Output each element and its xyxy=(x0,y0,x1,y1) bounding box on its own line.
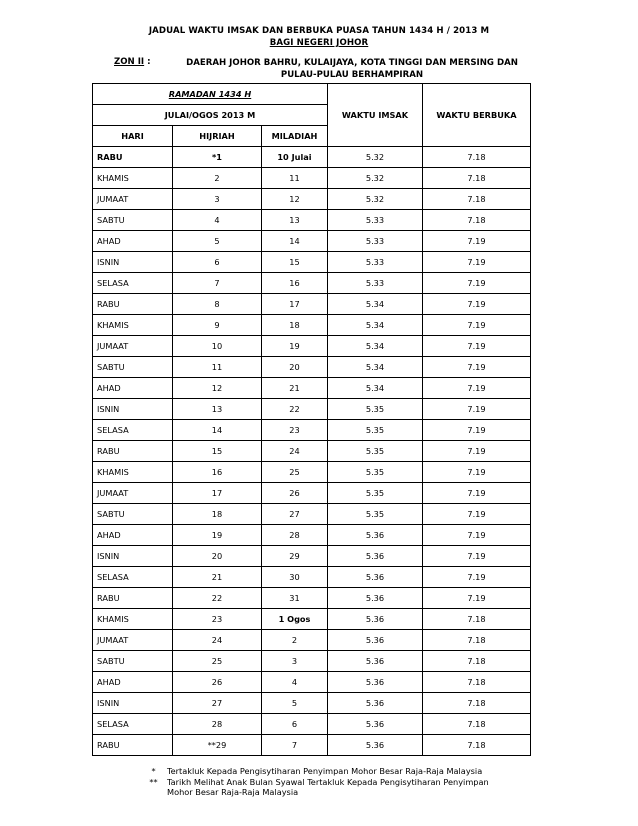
cell-hijriah: *1 xyxy=(173,147,262,168)
cell-hari: SABTU xyxy=(93,357,173,378)
cell-berbuka: 7.18 xyxy=(423,189,531,210)
cell-miladiah: 22 xyxy=(262,399,328,420)
table-row xyxy=(93,693,531,714)
cell-berbuka: 7.19 xyxy=(423,567,531,588)
cell-hari: JUMAAT xyxy=(93,336,173,357)
table-row xyxy=(93,483,531,504)
cell-miladiah: 30 xyxy=(262,567,328,588)
cell-miladiah: 11 xyxy=(262,168,328,189)
cell-hari: SELASA xyxy=(93,420,173,441)
cell-hijriah: 13 xyxy=(173,399,262,420)
table-row xyxy=(93,714,531,735)
cell-berbuka: 7.19 xyxy=(423,273,531,294)
cell-miladiah: 12 xyxy=(262,189,328,210)
cell-hari: SELASA xyxy=(93,567,173,588)
cell-imsak: 5.35 xyxy=(328,504,423,525)
cell-imsak: 5.35 xyxy=(328,462,423,483)
cell-hari: RABU xyxy=(93,735,173,756)
table-row xyxy=(93,378,531,399)
cell-imsak: 5.35 xyxy=(328,441,423,462)
cell-berbuka: 7.19 xyxy=(423,462,531,483)
cell-imsak: 5.34 xyxy=(328,294,423,315)
cell-berbuka: 7.18 xyxy=(423,672,531,693)
cell-imsak: 5.36 xyxy=(328,525,423,546)
cell-hijriah: 18 xyxy=(173,504,262,525)
cell-miladiah: 24 xyxy=(262,441,328,462)
cell-berbuka: 7.18 xyxy=(423,714,531,735)
footnotes xyxy=(140,766,512,798)
cell-berbuka: 7.18 xyxy=(423,147,531,168)
footnote xyxy=(140,777,512,798)
cell-berbuka: 7.18 xyxy=(423,693,531,714)
cell-hijriah: 5 xyxy=(173,231,262,252)
cell-hijriah: 4 xyxy=(173,210,262,231)
cell-hari: ISNIN xyxy=(93,693,173,714)
schedule-table xyxy=(92,83,531,756)
cell-miladiah: 19 xyxy=(262,336,328,357)
footnote xyxy=(140,766,512,777)
cell-berbuka: 7.19 xyxy=(423,357,531,378)
table-row xyxy=(93,630,531,651)
cell-berbuka: 7.19 xyxy=(423,294,531,315)
col-hari-header: HARI xyxy=(93,126,173,147)
cell-hari: SELASA xyxy=(93,273,173,294)
cell-berbuka: 7.19 xyxy=(423,252,531,273)
table-row xyxy=(93,294,531,315)
table-row xyxy=(93,504,531,525)
cell-miladiah: 29 xyxy=(262,546,328,567)
cell-hari: AHAD xyxy=(93,672,173,693)
cell-hijriah: 17 xyxy=(173,483,262,504)
table-row xyxy=(93,735,531,756)
cell-hari: ISNIN xyxy=(93,252,173,273)
table-row xyxy=(93,147,531,168)
cell-berbuka: 7.19 xyxy=(423,231,531,252)
cell-hijriah: 9 xyxy=(173,315,262,336)
footnote-mark: ** xyxy=(149,776,158,787)
cell-miladiah: 31 xyxy=(262,588,328,609)
footnote-text: Tertakluk Kepada Pengisytiharan Penyimpan Mohor Besar Raja-Raja Malaysia xyxy=(167,766,483,776)
table-row xyxy=(93,672,531,693)
cell-miladiah: 26 xyxy=(262,483,328,504)
cell-hijriah: 7 xyxy=(173,273,262,294)
footnote-text: Tarikh Melihat Anak Bulan Syawal Tertakluk Kepada Pengisytiharan Penyimpan Mohor Besar Raja-Raja Malaysia xyxy=(167,776,489,797)
cell-miladiah: 27 xyxy=(262,504,328,525)
cell-miladiah: 3 xyxy=(262,651,328,672)
col-imsak-header: WAKTU IMSAK xyxy=(328,84,423,147)
cell-hari: KHAMIS xyxy=(93,609,173,630)
zone-label-text: ZON II xyxy=(114,57,145,67)
cell-hari: SABTU xyxy=(93,210,173,231)
cell-miladiah: 15 xyxy=(262,252,328,273)
cell-miladiah: 6 xyxy=(262,714,328,735)
cell-berbuka: 7.19 xyxy=(423,504,531,525)
document-title: JADUAL WAKTU IMSAK DAN BERBUKA PUASA TAHUN 1434 H / 2013 M xyxy=(148,26,490,36)
cell-hijriah: 2 xyxy=(173,168,262,189)
cell-miladiah: 7 xyxy=(262,735,328,756)
cell-hijriah: 21 xyxy=(173,567,262,588)
ramadan-header: RAMADAN 1434 H xyxy=(93,84,328,105)
cell-hijriah: 20 xyxy=(173,546,262,567)
cell-imsak: 5.34 xyxy=(328,315,423,336)
cell-hijriah: 3 xyxy=(173,189,262,210)
cell-hari: KHAMIS xyxy=(93,168,173,189)
cell-berbuka: 7.19 xyxy=(423,378,531,399)
cell-imsak: 5.34 xyxy=(328,378,423,399)
cell-hari: RABU xyxy=(93,294,173,315)
cell-miladiah: 2 xyxy=(262,630,328,651)
cell-hari: KHAMIS xyxy=(93,462,173,483)
table-row xyxy=(93,525,531,546)
cell-berbuka: 7.19 xyxy=(423,483,531,504)
cell-berbuka: 7.19 xyxy=(423,399,531,420)
table-row xyxy=(93,609,531,630)
month-header: JULAI/OGOS 2013 M xyxy=(93,105,328,126)
cell-berbuka: 7.19 xyxy=(423,420,531,441)
cell-miladiah: 16 xyxy=(262,273,328,294)
cell-imsak: 5.32 xyxy=(328,168,423,189)
col-berbuka-header: WAKTU BERBUKA xyxy=(423,84,531,147)
table-row xyxy=(93,336,531,357)
cell-imsak: 5.33 xyxy=(328,231,423,252)
cell-imsak: 5.36 xyxy=(328,651,423,672)
cell-miladiah: 23 xyxy=(262,420,328,441)
cell-imsak: 5.36 xyxy=(328,609,423,630)
cell-hijriah: 12 xyxy=(173,378,262,399)
cell-miladiah: 17 xyxy=(262,294,328,315)
table-row xyxy=(93,168,531,189)
table-row xyxy=(93,420,531,441)
zone-label xyxy=(114,57,151,67)
cell-hijriah: 19 xyxy=(173,525,262,546)
cell-hijriah: 28 xyxy=(173,714,262,735)
zone-separator: : xyxy=(147,57,151,67)
zone-description: DAERAH JOHOR BAHRU, KULAIJAYA, KOTA TINGGI DAN MERSING DAN PULAU-PULAU BERHAMPIRAN xyxy=(186,58,518,80)
cell-berbuka: 7.19 xyxy=(423,546,531,567)
table-row xyxy=(93,651,531,672)
table-row xyxy=(93,588,531,609)
cell-miladiah: 25 xyxy=(262,462,328,483)
cell-imsak: 5.34 xyxy=(328,357,423,378)
cell-miladiah: 14 xyxy=(262,231,328,252)
cell-hijriah: 23 xyxy=(173,609,262,630)
cell-hijriah: 27 xyxy=(173,693,262,714)
cell-hari: SABTU xyxy=(93,651,173,672)
table-row xyxy=(93,567,531,588)
cell-hari: JUMAAT xyxy=(93,189,173,210)
cell-miladiah: 1 Ogos xyxy=(262,609,328,630)
cell-imsak: 5.36 xyxy=(328,567,423,588)
table-row xyxy=(93,546,531,567)
cell-miladiah: 5 xyxy=(262,693,328,714)
cell-berbuka: 7.19 xyxy=(423,588,531,609)
cell-berbuka: 7.18 xyxy=(423,210,531,231)
cell-hijriah: 16 xyxy=(173,462,262,483)
cell-berbuka: 7.19 xyxy=(423,336,531,357)
cell-hijriah: 6 xyxy=(173,252,262,273)
cell-hari: JUMAAT xyxy=(93,630,173,651)
cell-hari: AHAD xyxy=(93,378,173,399)
table-row xyxy=(93,399,531,420)
cell-berbuka: 7.19 xyxy=(423,441,531,462)
cell-hijriah: **29 xyxy=(173,735,262,756)
col-hijriah-header: HIJRIAH xyxy=(173,126,262,147)
table-body xyxy=(93,147,531,756)
cell-hari: ISNIN xyxy=(93,399,173,420)
cell-imsak: 5.35 xyxy=(328,483,423,504)
cell-imsak: 5.32 xyxy=(328,147,423,168)
cell-imsak: 5.36 xyxy=(328,630,423,651)
cell-hari: ISNIN xyxy=(93,546,173,567)
cell-hari: AHAD xyxy=(93,525,173,546)
cell-berbuka: 7.19 xyxy=(423,525,531,546)
cell-hijriah: 26 xyxy=(173,672,262,693)
cell-hijriah: 14 xyxy=(173,420,262,441)
cell-berbuka: 7.18 xyxy=(423,630,531,651)
cell-imsak: 5.36 xyxy=(328,693,423,714)
cell-hari: JUMAAT xyxy=(93,483,173,504)
cell-miladiah: 18 xyxy=(262,315,328,336)
cell-miladiah: 4 xyxy=(262,672,328,693)
cell-hari: AHAD xyxy=(93,231,173,252)
cell-berbuka: 7.18 xyxy=(423,651,531,672)
cell-miladiah: 21 xyxy=(262,378,328,399)
cell-hijriah: 24 xyxy=(173,630,262,651)
cell-hijriah: 10 xyxy=(173,336,262,357)
document-subtitle: BAGI NEGERI JOHOR xyxy=(269,38,369,48)
table-row xyxy=(93,441,531,462)
cell-hari: SABTU xyxy=(93,504,173,525)
table-row xyxy=(93,315,531,336)
cell-imsak: 5.32 xyxy=(328,189,423,210)
table-row xyxy=(93,189,531,210)
cell-imsak: 5.36 xyxy=(328,588,423,609)
cell-imsak: 5.34 xyxy=(328,336,423,357)
cell-hari: SELASA xyxy=(93,714,173,735)
cell-hari: RABU xyxy=(93,588,173,609)
cell-imsak: 5.33 xyxy=(328,252,423,273)
cell-miladiah: 10 Julai xyxy=(262,147,328,168)
cell-berbuka: 7.18 xyxy=(423,168,531,189)
cell-hijriah: 22 xyxy=(173,588,262,609)
cell-imsak: 5.36 xyxy=(328,672,423,693)
cell-hijriah: 25 xyxy=(173,651,262,672)
table-row xyxy=(93,210,531,231)
table-row xyxy=(93,273,531,294)
cell-imsak: 5.36 xyxy=(328,714,423,735)
cell-hari: KHAMIS xyxy=(93,315,173,336)
cell-miladiah: 13 xyxy=(262,210,328,231)
cell-imsak: 5.33 xyxy=(328,210,423,231)
table-row xyxy=(93,252,531,273)
table-row xyxy=(93,231,531,252)
cell-berbuka: 7.18 xyxy=(423,609,531,630)
footnote-mark: * xyxy=(151,766,156,776)
cell-hari: RABU xyxy=(93,147,173,168)
cell-berbuka: 7.19 xyxy=(423,315,531,336)
cell-hari: RABU xyxy=(93,441,173,462)
table-row xyxy=(93,357,531,378)
cell-hijriah: 11 xyxy=(173,357,262,378)
cell-hijriah: 8 xyxy=(173,294,262,315)
col-miladiah-header: MILADIAH xyxy=(262,126,328,147)
cell-berbuka: 7.18 xyxy=(423,735,531,756)
cell-miladiah: 28 xyxy=(262,525,328,546)
cell-imsak: 5.36 xyxy=(328,546,423,567)
cell-miladiah: 20 xyxy=(262,357,328,378)
cell-imsak: 5.35 xyxy=(328,420,423,441)
table-row xyxy=(93,462,531,483)
cell-hijriah: 15 xyxy=(173,441,262,462)
cell-imsak: 5.35 xyxy=(328,399,423,420)
cell-imsak: 5.33 xyxy=(328,273,423,294)
cell-imsak: 5.36 xyxy=(328,735,423,756)
